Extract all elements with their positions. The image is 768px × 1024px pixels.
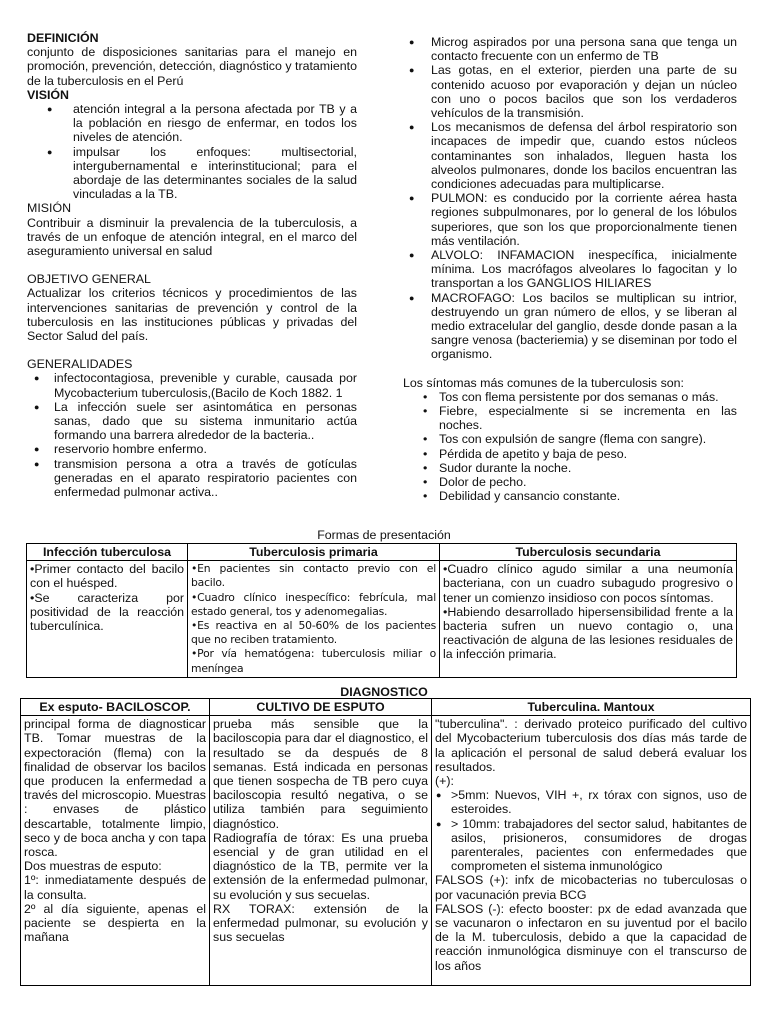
list-item: ● reservorio hombre enfermo. <box>14 442 357 456</box>
cell-text: prueba más sensible que la baciloscopia para dar el diagnostico, el resultado se da después de 8 semanas. Está indicada en personas que tienen sospecha de TB pero cuya baciloscopia resultó negativa, o se utiliza también para seguimiento diagnóstico. <box>213 717 428 831</box>
table-header-row <box>27 544 737 561</box>
table-row <box>27 561 737 678</box>
table-cell <box>440 561 737 678</box>
sintomas-list <box>403 390 737 504</box>
cell-text: Radiografía de tórax: Es una prueba esencial y de gran utilidad en el diagnóstico de la TB, permite ver la extensión de la enfermedad pulmonar, su evolución y sus secuelas. <box>213 830 428 902</box>
table-header-row <box>21 699 751 716</box>
diagnostico-table <box>20 698 751 986</box>
list-item: ● ALVOLO: INFAMACION inespecífica, inicialmente mínima. Los macrófagos alveolares lo fagocitan y lo transportan a los GANGLIOS HILIARES <box>403 248 737 291</box>
table-header: Infección tuberculosa <box>27 544 188 561</box>
list-item: ● infectocontagiosa, prevenible y curable, causada por Mycobacterium tuberculosis,(Bacilo de Koch 1882. 1 <box>14 371 357 399</box>
formas-table <box>26 543 737 678</box>
table-header: Tuberculosis secundaria <box>440 544 737 561</box>
list-item: ● >5mm: Nuevos, VIH +, rx tórax con signos, uso de esteroides. <box>435 788 747 816</box>
cell-text: •Por vía hematógena: tuberculosis miliar o meníngea <box>191 647 436 675</box>
table-cell <box>188 561 440 678</box>
table-cell <box>432 716 751 986</box>
cell-text: FALSOS (+): infx de micobacterias no tuberculosas o por vacunación previa BCG <box>435 873 747 902</box>
cell-text: "tuberculina". : derivado proteico purificado del cultivo del Mycobacterium tuberculosis dos días más tarde de la aplicación el personal de salud deberá evaluar los resultados. <box>435 717 747 774</box>
diagnostico-caption: DIAGNOSTICO <box>340 685 428 699</box>
cell-text: •Se caracteriza por positividad de la reacción tuberculínica. <box>30 590 184 634</box>
list-item: • Debilidad y cansancio constante. <box>403 489 737 503</box>
definicion-text: conjunto de disposiciones sanitarias para el manejo en promoción, prevención, detección, diagnóstico y tratamiento de la tuberculosis en el Perú <box>27 45 357 88</box>
list-item: ● > 10mm: trabajadores del sector salud, habitantes de asilos, prisioneros, consumidores de drogas parenterales, pacientes con enfermedades que comprometen el sistema inmunológico <box>435 817 747 874</box>
formas-caption: Formas de presentación <box>317 528 451 542</box>
cell-text: •Habiendo desarrollado hipersensibilidad frente a la bacteria sufren un nuevo contagio o, una reactivación de alguna de las lesiones residuales de la infección primaria. <box>443 604 733 662</box>
cell-text: RX TORAX: extensión de la enfermedad pulmonar, su evolución y sus secuelas <box>213 901 428 945</box>
cell-text: •Cuadro clínico inespecífico: febrícula, mal estado general, tos y adenomegalias. <box>191 590 436 618</box>
left-column <box>27 31 357 499</box>
mision-title: MISIÓN <box>27 201 72 216</box>
cell-text: •Cuadro clínico agudo similar a una neumonía bacteriana, con un cuadro subagudo progresivo o tener un comienzo insidioso con pocos síntomas. <box>443 562 733 605</box>
sintomas-intro: Los síntomas más comunes de la tuberculosis son: <box>403 375 684 390</box>
cell-text: principal forma de diagnosticar TB. Tomar muestras de la expectoración (flema) con la finalidad de observar los bacilos que producen la enfermedad a través del microscopio. Muestras : envases de plástico descartable, totalmente limpio, seco y de boca ancha y con tapa rosca. <box>24 717 206 860</box>
list-item: • Tos con expulsión de sangre (flema con sangre). <box>403 432 737 446</box>
list-item: ● La infección suele ser asintomática en personas sanas, dado que su sistema inmunitario actúa formando una barrera alrededor de la bacteria.. <box>14 400 357 443</box>
mision-text: Contribuir a disminuir la prevalencia de la tuberculosis, a través de un enfoque de atención integral, en el marco del aseguramiento universal en salud <box>27 215 357 259</box>
list-item: ● Las gotas, en el exterior, pierden una parte de su contenido acuoso por evaporación y dejan un núcleo con uno o pocos bacilos que son los verdaderos vehículos de la transmisión. <box>403 63 737 120</box>
objetivo-text: Actualizar los criterios técnicos y procedimientos de las intervenciones sanitarias de prevención y control de la tuberculosis en las instituciones públicas y privadas del Sector Salud del país. <box>27 286 357 344</box>
list-item: ● PULMON: es conducido por la corriente aérea hasta regiones subpulmonares, por lo general de los lóbulos superiores, que son los que proporcionalmente tienen más ventilación. <box>403 191 737 248</box>
generalidades-title: GENERALIDADES <box>27 357 133 372</box>
table-header: Ex esputo- BACILOSCOP. <box>21 699 210 716</box>
right-column <box>403 35 737 504</box>
table-cell <box>21 716 210 986</box>
table-cell <box>210 716 432 986</box>
table-header: Tuberculosis primaria <box>188 544 440 561</box>
list-item: • Tos con flema persistente por dos semanas o más. <box>403 390 737 404</box>
cell-text: Dos muestras de esputo: <box>24 859 162 874</box>
cell-text: (+): <box>435 774 454 789</box>
cell-text: •En pacientes sin contacto previo con el bacilo. <box>191 562 436 590</box>
cell-text: FALSOS (-): efecto booster: px de edad avanzada que se vacunaron o infectaron en su juventud por el bacilo de la M. tuberculosis, debido a que la capacidad de reacción inmunológica disminuye con el transcurso de los años <box>435 901 747 973</box>
list-item: ● impulsar los enfoques: multisectorial, intergubernamental e interinstitucional; para el abordaje de las determinantes sociales de la salud vinculadas a la TB. <box>27 145 357 202</box>
list-item: • Dolor de pecho. <box>403 475 737 489</box>
vision-title: VISIÓN <box>27 87 69 102</box>
mantoux-list <box>435 788 747 873</box>
cell-text: 1º: inmediatamente después de la consulta. <box>24 873 206 902</box>
table-row <box>21 716 751 986</box>
cell-text: •Primer contacto del bacilo con el huésped. <box>30 562 184 591</box>
table-cell <box>27 561 188 678</box>
table-header: Tuberculina. Mantoux <box>432 699 751 716</box>
table-header: CULTIVO DE ESPUTO <box>210 699 432 716</box>
list-item: ● atención integral a la persona afectada por TB y a la población en riesgo de enfermar, en todos los niveles de atención. <box>27 102 357 145</box>
generalidades-list <box>14 371 357 499</box>
cell-text: 2º al día siguiente, apenas el paciente se despierta en la mañana <box>24 901 206 945</box>
list-item: ● MACROFAGO: Los bacilos se multiplican su intrior, destruyendo un gran número de ellos, y se liberan al medio extracelular del ganglio, desde donde pasan a la sangre venosa (bacteriemia) y se diseminan por todo el organismo. <box>403 291 737 362</box>
definicion-title: DEFINICIÓN <box>27 31 99 45</box>
list-item: ● Los mecanismos de defensa del árbol respiratorio son incapaces de impedir que, cuando estos núcleos contaminantes son inhalados, lleguen hasta los alveolos pulmonares, donde los bacilos encuentran las condiciones adecuadas para multiplicarse. <box>403 120 737 191</box>
vision-list <box>27 102 357 201</box>
list-item: • Fiebre, especialmente si se incrementa en las noches. <box>403 404 737 432</box>
objetivo-title: OBJETIVO GENERAL <box>27 272 151 287</box>
transmission-list <box>403 35 737 362</box>
list-item: ● transmision persona a otra a través de gotículas generadas en el aparato respiratorio pacientes con enfermedad pulmonar activa.. <box>14 457 357 500</box>
list-item: • Pérdida de apetito y baja de peso. <box>403 447 737 461</box>
list-item: • Sudor durante la noche. <box>403 461 737 475</box>
cell-text: •Es reactiva en al 50-60% de los pacientes que no reciben tratamiento. <box>191 619 436 647</box>
list-item: ● Microg aspirados por una persona sana que tenga un contacto frecuente con un enfermo de TB <box>403 35 737 63</box>
